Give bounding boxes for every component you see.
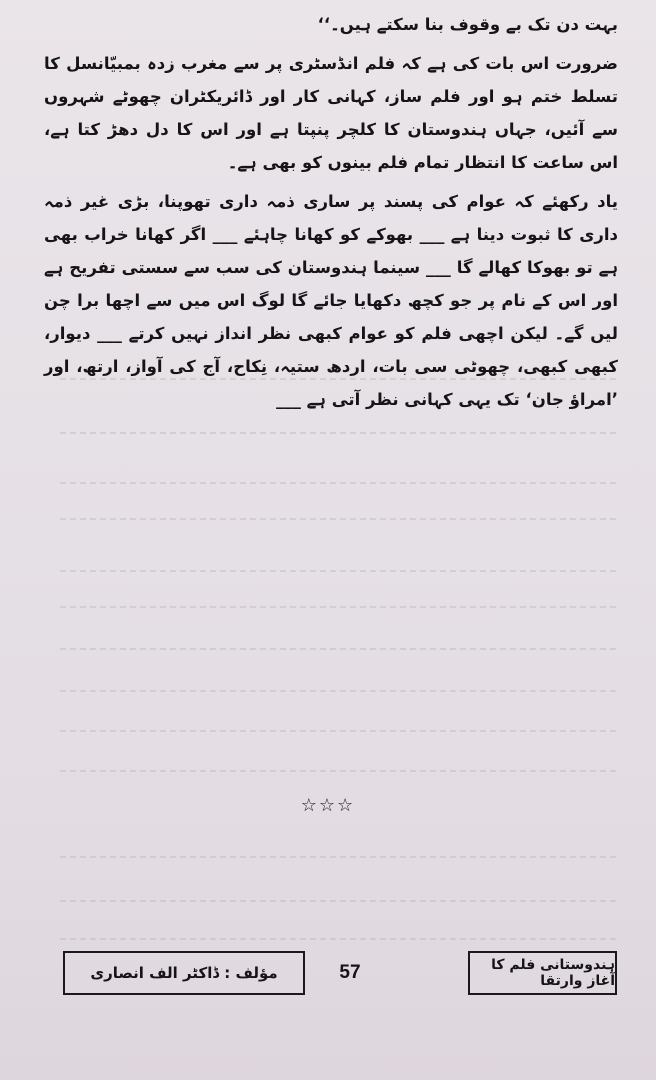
bleed-through-line <box>60 518 620 520</box>
bleed-through-line <box>60 482 620 484</box>
author-label: مؤلف : ڈاکٹر الف انصاری <box>90 964 278 982</box>
bleed-through-line <box>60 690 620 692</box>
paragraph-2: ضرورت اس بات کی ہے کہ فلم انڈسٹری پر سے مغرب زدہ بمبیّانسل کا تسلط ختم ہو اور فلم ساز، کہانی کار اور ڈائریکٹران چھوٹے شہروں سے آئیں، جہاں ہندوستان کا کلچر پنپتا ہے اور اس کا دل دھڑ کتا ہے، اس ساعت کا انتظار تمام فلم بینوں کو بھی ہے۔ <box>44 54 618 172</box>
page-number: 57 <box>339 962 361 983</box>
author-footer-box <box>63 951 305 995</box>
body-text <box>44 8 618 416</box>
bleed-through-line <box>60 648 620 650</box>
bleed-through-line <box>60 730 620 732</box>
bleed-through-line <box>60 570 620 572</box>
book-title-footer-box <box>468 951 617 995</box>
paragraph-3: یاد رکھئے کہ عوام کی پسند پر ساری ذمہ داری تھوپنا، بڑی غیر ذمہ داری کا ثبوت دینا ہے ___ بھوکے کو کھانا چاہئے ___ اگر کھانا خراب بھی ہے تو بھوکا کھالے گا ___ سینما ہندوستان کی سب سے سستی تفریح ہے اور اس کے نام پر جو کچھ دکھایا جائے گا لوگ اس میں سے اچھا برا چن لیں گے۔ لیکن اچھی فلم کو عوام کبھی نظر انداز نہیں کرتے ___ دیوار، کبھی کبھی، چھوٹی سی بات، اردھ ستیہ، نِکاح، آج کی آواز، ارتھ، اور ’امراؤ جان‘ تک یہی کہانی نظر آتی ہے ___ <box>44 192 618 409</box>
bleed-through-line <box>60 938 620 940</box>
bleed-through-line <box>60 606 620 608</box>
bleed-through-line <box>60 432 620 434</box>
paragraph-1: بہت دن تک بے وقوف بنا سکتے ہیں۔‘‘ <box>317 15 618 34</box>
bleed-through-line <box>60 900 620 902</box>
book-title-label: ہندوستانی فلم کا آغاز وارتقا <box>491 957 615 989</box>
bleed-through-line <box>60 856 620 858</box>
bleed-through-line <box>60 770 620 772</box>
section-ornament: ☆☆☆ <box>300 795 356 816</box>
